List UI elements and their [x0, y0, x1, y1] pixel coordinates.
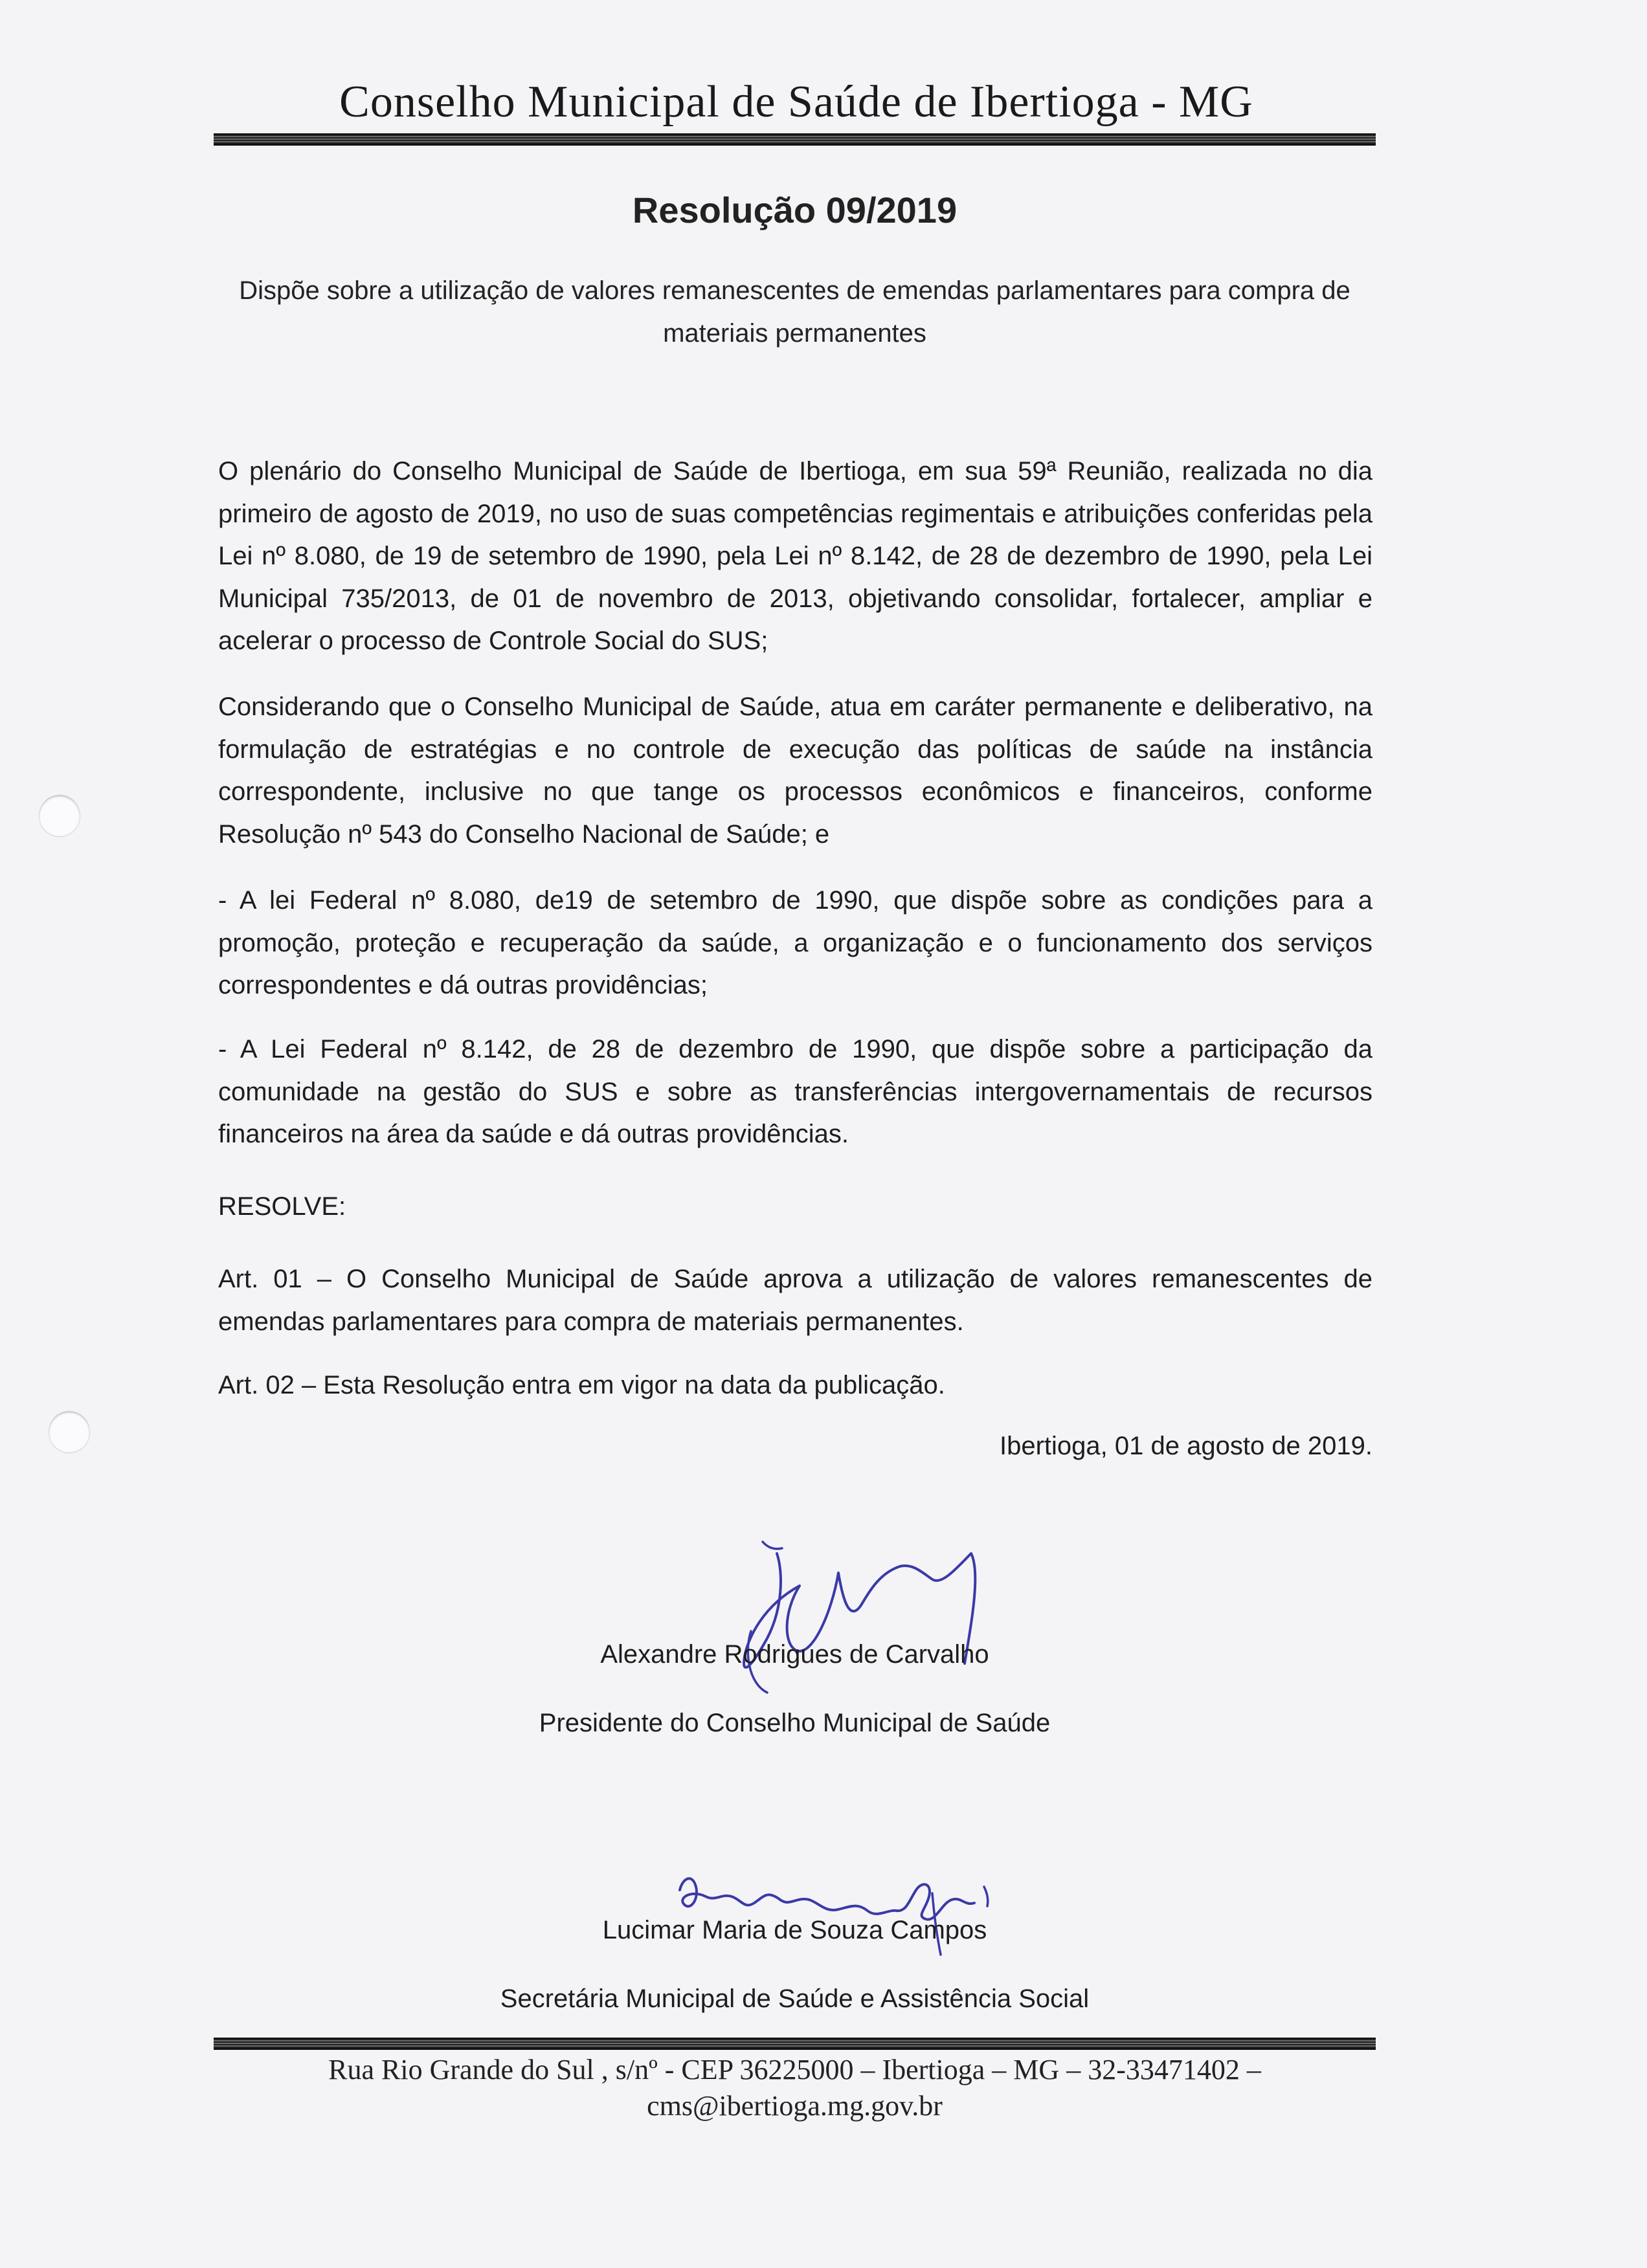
resolve-heading: RESOLVE: — [218, 1192, 346, 1221]
preamble-paragraph: O plenário do Conselho Municipal de Saúde de Ibertioga, em sua 59ª Reunião, realizada no dia primeiro de agosto de 2019, no uso de suas competências regimentais e atribuições conferidas pela Lei nº 8.080, de 19 de setembro de 1990, pela Lei nº 8.142, de 28 de dezembro de 1990, pela Lei Municipal 735/2013, de 01 de novembro de 2013, objetivando consolidar, fortalecer, ampliar e acelerar o processo de Controle Social do SUS; — [218, 457, 1372, 655]
law-8142-paragraph: - A Lei Federal nº 8.142, de 28 de dezembro de 1990, que dispõe sobre a participação da comunidade na gestão do SUS e sobre as transferências intergovernamentais de recursos financeiros na área da saúde e dá outras providências. — [218, 1035, 1372, 1148]
considering-paragraph: Considerando que o Conselho Municipal de Saúde, atua em caráter permanente e deliberativo, na formulação de estratégias e no controle de execução das políticas de saúde na instância correspondente, inclusive no que tange os processos econômicos e financeiros, conforme Resolução nº 543 do Conselho Nacional de Saúde; e — [218, 693, 1372, 849]
letterhead-rule — [214, 133, 1376, 146]
signatory-role: Presidente do Conselho Municipal de Saúde — [539, 1709, 1051, 1737]
signatory-name: Lucimar Maria de Souza Campos — [602, 1916, 987, 1944]
resolution-subtitle: Dispõe sobre a utilização de valores remanescentes de emendas parlamentares para compra de materiais permanentes — [239, 276, 1350, 348]
resolution-title: Resolução 09/2019 — [632, 190, 958, 230]
punch-hole — [39, 795, 80, 836]
footer-email: cms@ibertioga.mg.gov.br — [647, 2090, 943, 2122]
letterhead-title: Conselho Municipal de Saúde de Ibertioga - MG — [339, 77, 1253, 127]
date-line: Ibertioga, 01 de agosto de 2019. — [999, 1432, 1372, 1460]
footer-address — [214, 2052, 1376, 2124]
handwritten-signature-president — [686, 1534, 997, 1702]
article-01: Art. 01 – O Conselho Municipal de Saúde aprova a utilização de valores remanescentes de emendas parlamentares para compra de materiais permanentes. — [218, 1265, 1372, 1336]
law-8080-paragraph: - A lei Federal nº 8.080, de19 de setembro de 1990, que dispõe sobre as condições para a promoção, proteção e recuperação da saúde, a organização e o funcionamento dos serviços correspondentes e dá outras providências; — [218, 886, 1372, 999]
signatory-role: Secretária Municipal de Saúde e Assistência Social — [500, 1984, 1090, 2013]
handwritten-signature-secretary — [670, 1864, 1007, 1961]
footer-address-line: Rua Rio Grande do Sul , s/nº - CEP 36225000 – Ibertioga – MG – 32-33471402 – — [328, 2054, 1261, 2085]
footer-rule — [214, 2038, 1376, 2050]
signatory-name: Alexandre Rodrigues de Carvalho — [600, 1640, 989, 1669]
article-02: Art. 02 – Esta Resolução entra em vigor na data da publicação. — [218, 1371, 945, 1399]
punch-hole — [49, 1411, 90, 1452]
